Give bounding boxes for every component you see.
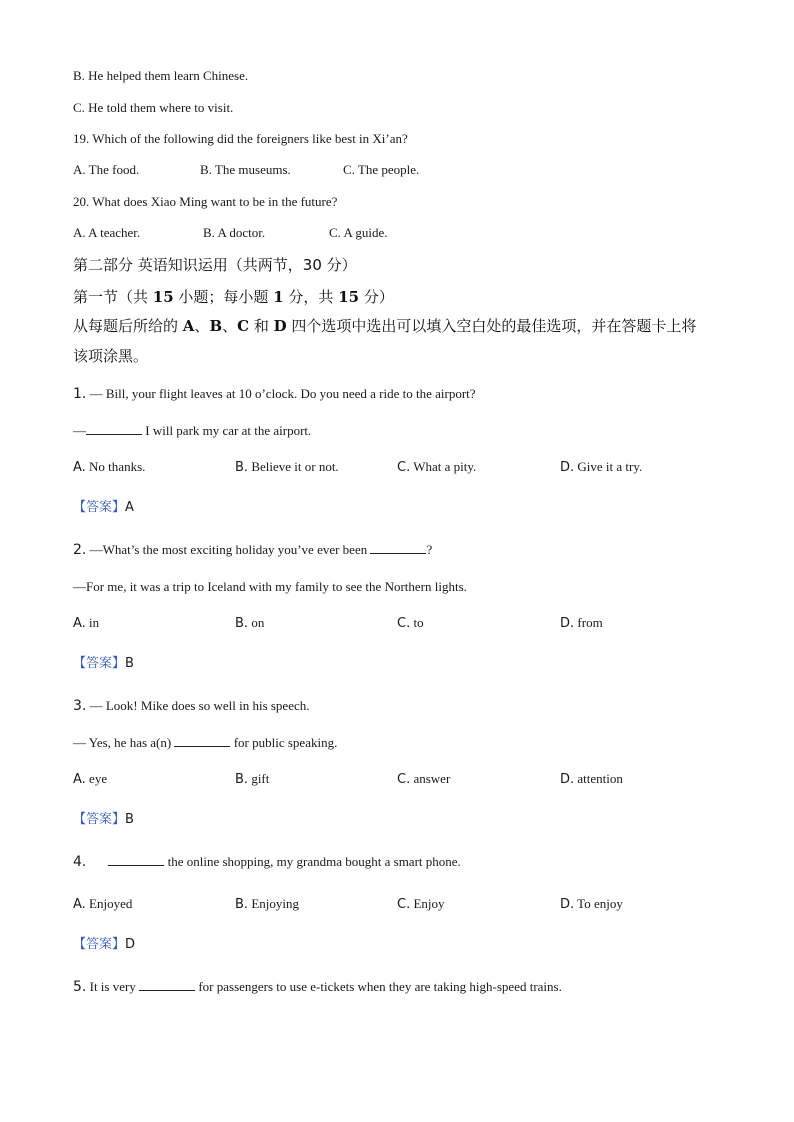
q1-reply: — I will park my car at the airport.: [73, 423, 312, 438]
answer-blank: [108, 854, 164, 866]
q3-answer: 【答案】B: [73, 812, 134, 827]
q18-option-b: B. He helped them learn Chinese.: [73, 68, 249, 83]
q19-stem: 19. Which of the following did the foreigners like best in Xi’an?: [73, 131, 408, 146]
q2-reply: —For me, it was a trip to Iceland with my family to see the Northern lights.: [73, 579, 467, 594]
q4-option-a: A. Enjoyed: [73, 896, 133, 912]
q2-stem: 2. —What’s the most exciting holiday you’ve ever been ?: [73, 542, 433, 558]
q3-stem: 3. — Look! Mike does so well in his speech.: [73, 698, 310, 714]
q1-option-b: B. Believe it or not.: [235, 459, 339, 475]
q2-option-a: A. in: [73, 615, 100, 631]
q2-option-b: B. on: [235, 615, 265, 631]
answer-blank: [174, 735, 230, 747]
q4-option-c: C. Enjoy: [397, 896, 445, 912]
answer-blank: [370, 542, 426, 554]
q1-stem: 1. — Bill, your flight leaves at 10 o’clock. Do you need a ride to the airport?: [73, 386, 476, 402]
section-title: 第一节（共 15 小题；每小题 1 分，共 15 分）: [73, 288, 394, 306]
q4-answer: 【答案】D: [73, 937, 136, 952]
q2-option-d: D. from: [560, 615, 603, 631]
q19-option-a: A. The food.: [73, 162, 140, 177]
q3-reply: — Yes, he has a(n) for public speaking.: [73, 735, 338, 750]
q5-stem: 5. It is very for passengers to use e-tickets when they are taking high-speed trains.: [73, 979, 562, 995]
part-title: 第二部分 英语知识运用（共两节，30 分）: [73, 256, 357, 274]
q18-option-c: C. He told them where to visit.: [73, 100, 234, 115]
q19-option-b: B. The museums.: [200, 162, 291, 177]
q20-stem: 20. What does Xiao Ming want to be in the future?: [73, 194, 338, 209]
answer-blank: [139, 979, 195, 991]
q2-answer: 【答案】B: [73, 656, 134, 671]
q2-option-c: C. to: [397, 615, 424, 631]
q4-option-b: B. Enjoying: [235, 896, 299, 912]
q3-option-d: D. attention: [560, 771, 623, 787]
instructions-line-1: 从每题后所给的 A、B、C 和 D 四个选项中选出可以填入空白处的最佳选项，并在答题卡上将: [73, 317, 697, 335]
q3-option-a: A. eye: [73, 771, 108, 787]
q3-option-c: C. answer: [397, 771, 451, 787]
q4-stem: 4. the online shopping, my grandma bought a smart phone.: [73, 854, 461, 870]
q1-option-a: A. No thanks.: [73, 459, 146, 475]
q1-option-c: C. What a pity.: [397, 459, 477, 475]
q20-option-c: C. A guide.: [329, 225, 388, 240]
q1-option-d: D. Give it a try.: [560, 459, 643, 475]
answer-blank: [86, 423, 142, 435]
q1-answer: 【答案】A: [73, 500, 134, 515]
q4-option-d: D. To enjoy: [560, 896, 623, 912]
q20-option-b: B. A doctor.: [203, 225, 266, 240]
instructions-line-2: 该项涂黑。: [73, 347, 149, 365]
q19-option-c: C. The people.: [343, 162, 420, 177]
q20-option-a: A. A teacher.: [73, 225, 141, 240]
q3-option-b: B. gift: [235, 771, 270, 787]
